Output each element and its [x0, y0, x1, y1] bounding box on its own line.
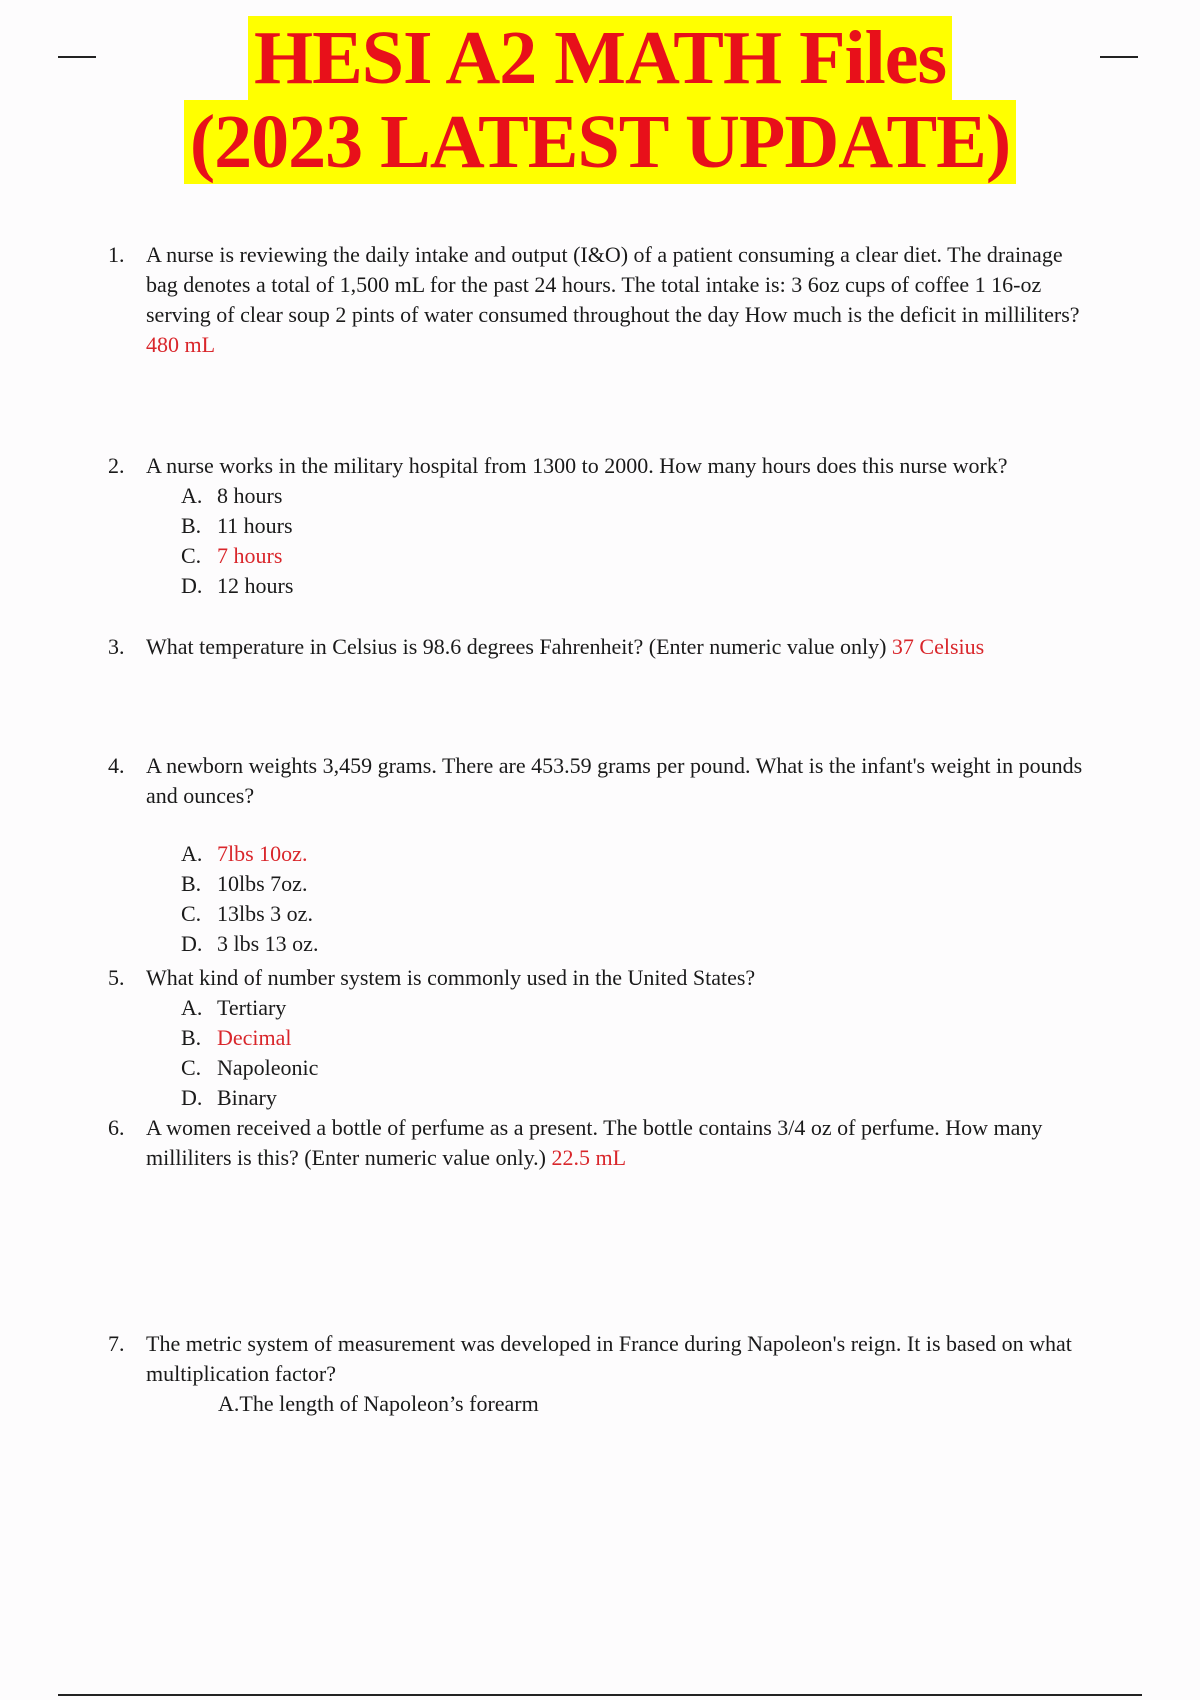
option-text-correct: 7lbs 10oz. — [217, 841, 308, 866]
option-d — [181, 929, 1088, 959]
question-text: What temperature in Celsius is 98.6 degrees Fahrenheit? (Enter numeric value only) — [146, 634, 887, 659]
option-letter: D. — [181, 573, 203, 598]
option-text: Binary — [217, 1085, 277, 1110]
option-text-correct: 7 hours — [217, 543, 283, 568]
question-2 — [108, 451, 1088, 601]
question-number: 1. — [108, 242, 125, 267]
option-text: Napoleonic — [217, 1055, 319, 1080]
option-c — [181, 1053, 1088, 1083]
page-title — [0, 16, 1200, 184]
question-text: A women received a bottle of perfume as a present. The bottle contains 3/4 oz of perfume. How many milliliters is this? (Enter numeric value only.) — [146, 1115, 1043, 1170]
question-4 — [108, 751, 1088, 959]
option-text: 3 lbs 13 oz. — [217, 931, 319, 956]
question-text: The metric system of measurement was developed in France during Napoleon's reign. It is based on what multiplication factor? — [146, 1331, 1072, 1386]
question-3 — [108, 632, 1088, 662]
option-a — [218, 1389, 1088, 1419]
question-7 — [108, 1329, 1088, 1419]
option-letter: B. — [181, 1025, 202, 1050]
option-b — [181, 511, 1088, 541]
option-letter: C. — [181, 543, 202, 568]
option-b — [181, 1023, 1088, 1053]
question-text: What kind of number system is commonly used in the United States? — [146, 965, 756, 990]
option-text: 10lbs 7oz. — [217, 871, 308, 896]
option-letter: A. — [218, 1391, 240, 1416]
option-a — [181, 481, 1088, 511]
option-list — [181, 993, 1088, 1113]
question-number: 3. — [108, 634, 125, 659]
option-letter: A. — [181, 995, 203, 1020]
option-text-correct: Decimal — [217, 1025, 292, 1050]
question-text: A newborn weights 3,459 grams. There are 453.59 grams per pound. What is the infant's weight in pounds and ounces? — [146, 753, 1083, 808]
option-letter: B. — [181, 871, 202, 896]
title-line-2: (2023 LATEST UPDATE) — [184, 100, 1016, 184]
footer-rule — [58, 1694, 1142, 1696]
option-a — [181, 839, 1088, 869]
option-text: 13lbs 3 oz. — [217, 901, 313, 926]
option-text: The length of Napoleon’s forearm — [239, 1391, 539, 1416]
option-d — [181, 1083, 1088, 1113]
option-a — [181, 993, 1088, 1023]
option-letter: D. — [181, 1085, 203, 1110]
question-6 — [108, 1113, 1088, 1173]
answer: 37 Celsius — [891, 634, 985, 659]
option-b — [181, 869, 1088, 899]
option-letter: D. — [181, 931, 203, 956]
question-number: 6. — [108, 1115, 125, 1140]
question-1 — [108, 240, 1088, 360]
question-number: 2. — [108, 453, 125, 478]
option-text: 8 hours — [217, 483, 283, 508]
option-text: Tertiary — [217, 995, 287, 1020]
option-letter: A. — [181, 483, 203, 508]
question-5 — [108, 963, 1088, 1113]
question-text: A nurse is reviewing the daily intake and output (I&O) of a patient consuming a clear diet. The drainage bag denotes a total of 1,500 mL for the past 24 hours. The total intake is: 3 6oz cups of coffee 1 16-oz serving of clear soup 2 pints of water consumed throughout the day How much is the deficit in milliliters? — [146, 242, 1080, 327]
option-list — [181, 839, 1088, 959]
option-text: 12 hours — [217, 573, 294, 598]
option-list — [181, 481, 1088, 601]
question-number: 5. — [108, 965, 125, 990]
title-line-1: HESI A2 MATH Files — [248, 16, 952, 100]
answer: 22.5 mL — [551, 1145, 627, 1170]
option-letter: C. — [181, 1055, 202, 1080]
question-text: A nurse works in the military hospital from 1300 to 2000. How many hours does this nurse work? — [146, 453, 1008, 478]
option-d — [181, 571, 1088, 601]
question-number: 4. — [108, 753, 125, 778]
option-text: 11 hours — [217, 513, 293, 538]
option-c — [181, 541, 1088, 571]
option-letter: B. — [181, 513, 202, 538]
option-letter: A. — [181, 841, 203, 866]
option-letter: C. — [181, 901, 202, 926]
answer: 480 mL — [146, 332, 216, 357]
question-number: 7. — [108, 1331, 125, 1356]
option-c — [181, 899, 1088, 929]
